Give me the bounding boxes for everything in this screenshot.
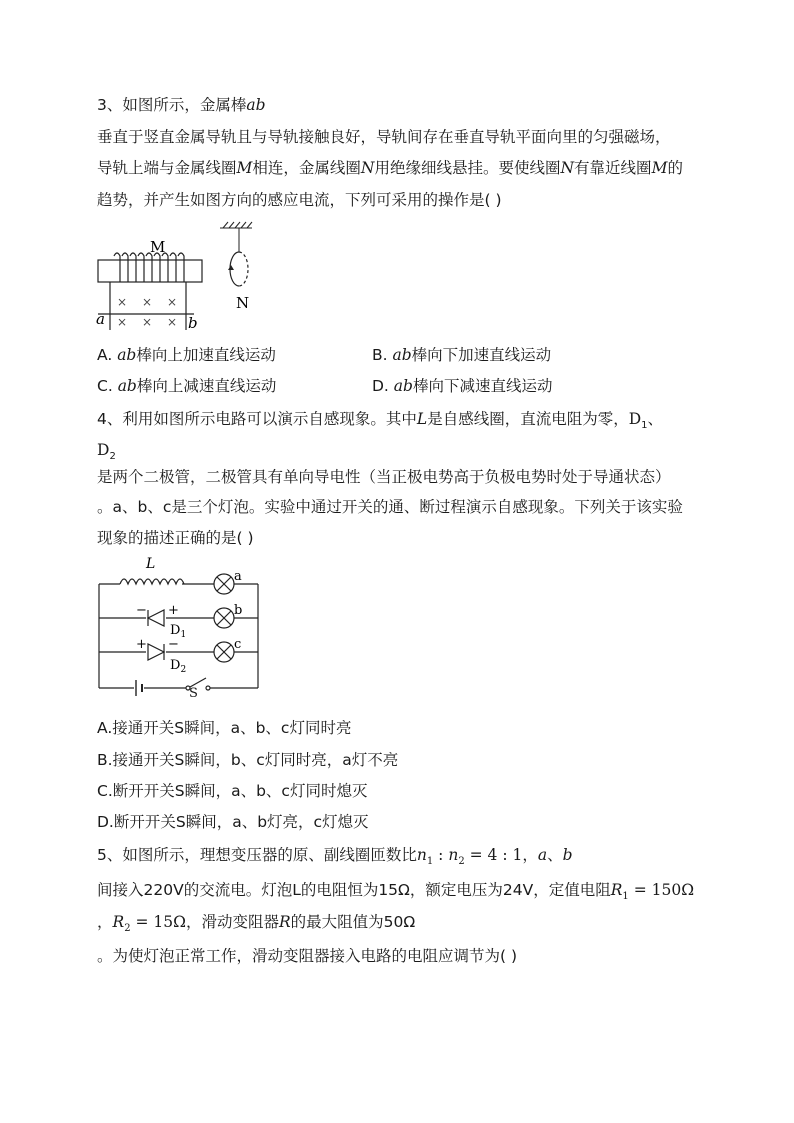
- diode-d2: [148, 644, 164, 660]
- iron-core: [98, 260, 202, 282]
- label-switch-s: S: [189, 686, 198, 701]
- svg-text:×: ×: [117, 295, 128, 309]
- svg-text:−: −: [168, 637, 179, 652]
- svg-text:−: −: [136, 603, 147, 618]
- svg-text:×: ×: [142, 295, 153, 309]
- label-lamp-a: a: [234, 569, 242, 584]
- svg-text:+: +: [168, 603, 179, 618]
- lamp-b: [214, 608, 234, 628]
- label-m: M: [150, 238, 166, 256]
- inductor-l: [120, 579, 184, 584]
- coil-m: [114, 253, 184, 282]
- ceiling-hatch: [220, 222, 252, 252]
- label-n: N: [236, 294, 250, 312]
- q3-stem-line3: 导轨上端与金属线圈M相连，金属线圈N用绝缘细线悬挂。要使线圈N有靠近线圈M的: [97, 159, 683, 177]
- battery: [136, 680, 142, 696]
- q5-stem-line2: 间接入220V的交流电。灯泡L的电阻恒为15Ω，额定电压为24V，定值电阻$R_1 = 150\Omega$: [97, 881, 695, 903]
- q3-stem-line1: 3、如图所示，金属棒ab: [97, 96, 266, 114]
- q4-stem-line4: 现象的描述正确的是( ): [97, 529, 254, 547]
- q3-option-b[interactable]: B. ab棒向下加速直线运动: [372, 346, 552, 364]
- label-lamp-b: b: [234, 603, 243, 618]
- svg-text:×: ×: [117, 315, 128, 329]
- diode-d1: [148, 610, 164, 626]
- svg-text:×: ×: [167, 295, 178, 309]
- label-d1: $D_1$: [170, 623, 187, 640]
- q4-option-d[interactable]: D.断开开关S瞬间，a、b灯亮，c灯熄灭: [97, 813, 369, 831]
- q4-circuit-figure: [92, 556, 267, 698]
- q4-stem-d2: $D_2$: [97, 441, 116, 463]
- q5-stem-line4: 。为使灯泡正常工作，滑动变阻器接入电路的电阻应调节为( ): [97, 947, 518, 965]
- label-a: a: [96, 310, 105, 328]
- label-d2: $D_2$: [170, 658, 187, 675]
- q3-option-d[interactable]: D. ab棒向下减速直线运动: [372, 377, 553, 395]
- label-lamp-c: c: [234, 637, 242, 652]
- q4-option-b[interactable]: B.接通开关S瞬间，b、c灯同时亮，a灯不亮: [97, 751, 399, 769]
- q3-option-c[interactable]: C. ab棒向上减速直线运动: [97, 377, 277, 395]
- q4-option-a[interactable]: A.接通开关S瞬间，a、b、c灯同时亮: [97, 719, 352, 737]
- q5-stem-line1: 5、如图所示，理想变压器的原、副线圈匝数比$n_1$ : $n_2 = 4$ : 1，a、b: [97, 846, 573, 868]
- coil-n: [228, 252, 248, 286]
- q4-stem-line3: 。a、b、c是三个灯泡。实验中通过开关的通、断过程演示自感现象。下列关于该实验: [97, 498, 683, 516]
- q4-stem-line1: 4、利用如图所示电路可以演示自感现象。其中L是自感线圈，直流电阻为零，$D_1$、: [97, 410, 664, 432]
- lamp-a: [214, 574, 234, 594]
- q3-stem-line2: 垂直于竖直金属导轨且与导轨接触良好，导轨间存在垂直导轨平面向里的匀强磁场，: [97, 128, 671, 146]
- q3-option-a[interactable]: A. ab棒向上加速直线运动: [97, 346, 276, 364]
- label-b: b: [188, 314, 198, 332]
- q3-figure: [90, 218, 270, 333]
- svg-text:×: ×: [142, 315, 153, 329]
- q4-option-c[interactable]: C.断开开关S瞬间，a、b、c灯同时熄灭: [97, 782, 368, 800]
- svg-text:×: ×: [167, 315, 178, 329]
- lamp-c: [214, 642, 234, 662]
- q3-number: 3、: [97, 96, 123, 114]
- label-l: L: [146, 556, 156, 572]
- q3-stem-line4: 趋势，并产生如图方向的感应电流，下列可采用的操作是( ): [97, 191, 502, 209]
- q5-stem-line3: ，$R_2 = 15\Omega$，滑动变阻器R的最大阻值为50Ω: [97, 913, 416, 935]
- q4-stem-line2: 是两个二极管，二极管具有单向导电性（当正极电势高于负极电势时处于导通状态）: [97, 468, 671, 486]
- svg-text:+: +: [136, 637, 147, 652]
- magnetic-field: [117, 295, 177, 329]
